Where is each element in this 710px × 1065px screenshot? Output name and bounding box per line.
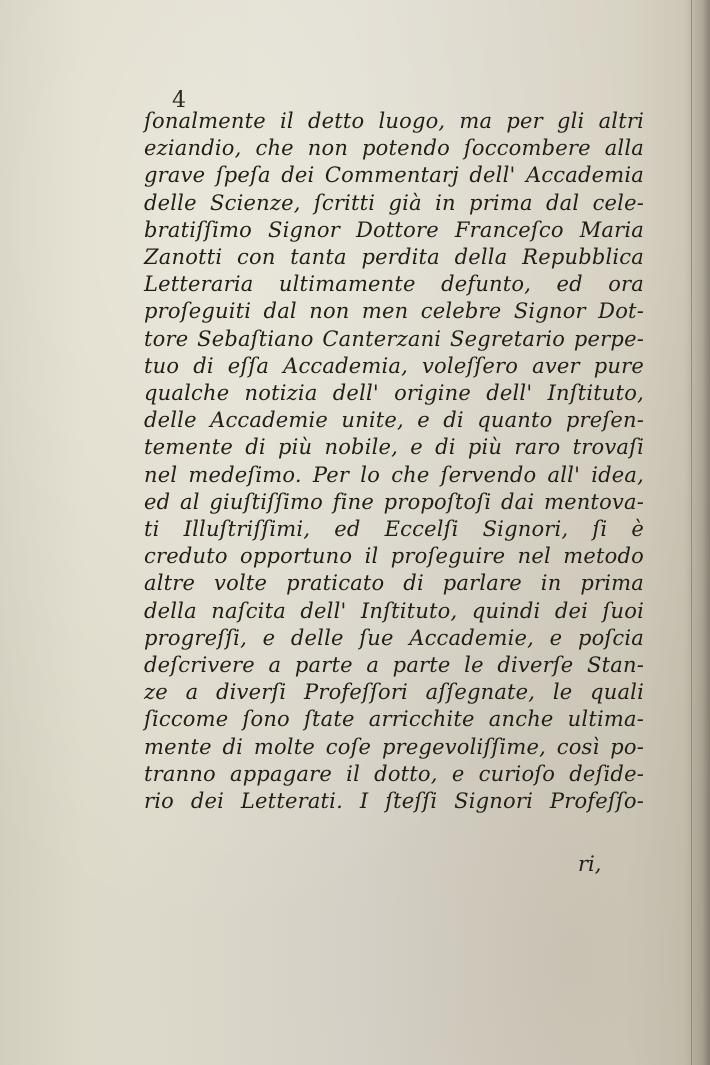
body-text [144, 108, 644, 815]
text-line: progreſſi, e delle ſue Accademie, e poſcia [144, 625, 644, 650]
text-line: temente di più nobile, e di più raro trovaſi [144, 435, 644, 460]
text-line: ed al giuſtiſſimo fine propoſtoſi dai mentova- [144, 489, 644, 514]
text-line: ti Illuſtriſſimi, ed Eccelſi Signori, ſi è [144, 517, 644, 542]
text-line: Letteraria ultimamente defunto, ed ora [144, 272, 644, 297]
text-line: ſonalmente il detto luogo, ma per gli altri [144, 109, 644, 133]
text-line: grave ſpeſa dei Commentarj dell' Accademia [144, 163, 644, 188]
text-line: mente di molte coſe pregevoliſſime, così po- [144, 734, 644, 759]
text-line: qualche notizia dell' origine dell' Inſtituto, [144, 381, 644, 406]
text-line: rio dei Letterati. I ſteſſi Signori Profeſſo- [144, 789, 644, 814]
catchword: ri, [578, 852, 602, 876]
text-line: nel medeſimo. Per lo che ſervendo all' idea, [144, 462, 644, 487]
text-line: tore Sebaſtiano Canterzani Segretario perpe- [144, 326, 644, 351]
text-line: della naſcita dell' Inſtituto, quindi dei ſuoi [144, 598, 644, 623]
text-line: bratiſſimo Signor Dottore Franceſco Maria [144, 217, 644, 242]
page-number: 4 [172, 88, 186, 113]
text-line: delle Accademie unite, e di quanto preſen- [144, 408, 644, 433]
text-line: proſeguiti dal non men celebre Signor Dot- [144, 299, 644, 324]
text-line: ze a diverſi Profeſſori aſſegnate, le quali [144, 680, 644, 705]
text-line: creduto opportuno il proſeguire nel metodo [144, 544, 644, 569]
text-line: tuo di eſſa Accademia, voleſſero aver pure [144, 353, 644, 378]
text-line: Zanotti con tanta perdita della Repubblica [144, 245, 644, 270]
text-line: ſiccome ſono ſtate arricchite anche ultima- [144, 707, 644, 732]
page-gutter-shadow [684, 0, 710, 1065]
text-line: deſcrivere a parte a parte le diverſe Stan- [144, 653, 644, 678]
text-line: tranno appagare il dotto, e curioſo deſide- [144, 761, 644, 786]
text-line: altre volte praticato di parlare in prima [144, 571, 644, 596]
text-line: eziandio, che non potendo ſoccombere alla [144, 136, 644, 161]
text-line: delle Scienze, ſcritti già in prima dal cele- [144, 190, 644, 215]
page-edge [691, 0, 692, 1065]
